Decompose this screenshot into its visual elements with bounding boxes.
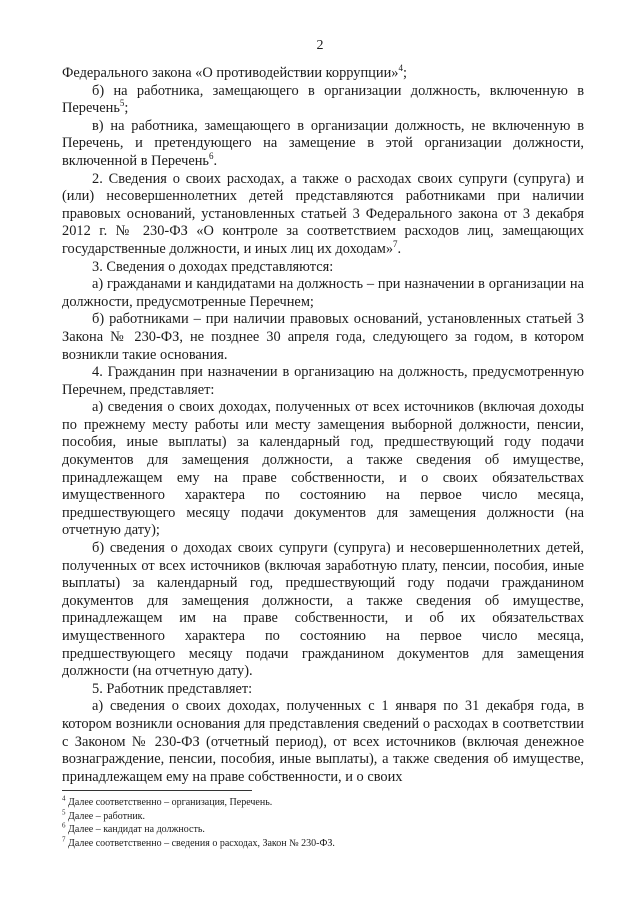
paragraph-3: 3. Сведения о доходах представляются:	[92, 258, 334, 275]
paragraph-3a: а) гражданами и кандидатами на должность – при назначении в организации на должности, предусмотренные Перечнем;	[62, 276, 584, 310]
footnote-4: $^4$ Далее соответственно – организация, Перечень.	[62, 794, 273, 808]
footnote-divider	[62, 790, 252, 791]
footnote-7: $^7$ Далее соответственно – сведения о расходах, Закон № 230-ФЗ.	[62, 835, 335, 849]
paragraph-5: 5. Работник представляет:	[92, 680, 253, 697]
footnote-ref: 7	[393, 239, 398, 250]
paragraph-4a: а) сведения о своих доходах, полученных от всех источников (включая доходы по прежнему месту работы или месту замещения выборной должности, пенсии, пособия, иные выплаты) за календарный год, предшествующий году подачи документов для замещения должности, а также сведения об имуществе, принадлежащем ему на праве собственности, и о своих обязательствах имущественного характера по состоянию на первое число месяца, предшествующего месяцу подачи документов для замещения должности (на отчетную дату);	[62, 399, 584, 539]
paragraph-1b: б) на работника, замещающего в организации должность, включенную в Перечень$^5$;	[62, 82, 584, 117]
paragraph-2: 2. Сведения о своих расходах, а также о расходах своих супруги (супруга) и (или) несовершеннолетних детей представляются работниками при наличии правовых оснований, установленных статьей 3 Федерального закона от 3 декабря 2012 г. № 230-ФЗ «О контроле за соответствием расходов лиц, замещающих государственные должности, и иных лиц их доходам»$^7$.	[62, 170, 584, 257]
footnote-6: $^6$ Далее – кандидат на должность.	[62, 821, 205, 836]
page-number: 2	[316, 38, 324, 53]
footnote-ref: 4	[398, 63, 403, 74]
paragraph-5a: а) сведения о своих доходах, полученных с 1 января по 31 декабря года, в котором возникли основания для представления сведений о расходах в соответствии с Законом № 230-ФЗ (отчетный период), от всех источников (включая денежное вознаграждение, пенсии, пособия, иные выплаты), а также сведения об имуществе, принадлежащем ему на праве собственности, и о своих	[62, 698, 584, 785]
document-body	[62, 65, 584, 786]
paragraph-continuation: Федерального закона «О противодействии коррупции»$^4$;	[62, 63, 407, 81]
footnote-5: $^5$ Далее – работник.	[62, 808, 146, 822]
footnote-ref: 6	[208, 151, 214, 162]
footnotes	[62, 796, 582, 850]
paragraph-4b: б) сведения о доходах своих супруги (супруга) и несовершеннолетних детей, полученных от всех источников (включая заработную плату, пенсии, пособия, иные выплаты) за календарный год, предшествующий году подачи гражданином документов для замещения должности, а также сведения об имуществе, принадлежащем им на праве собственности, и об их обязательствах имущественного характера по состоянию на первое число месяца, предшествующего месяцу подачи гражданином документов для замещения должности (на отчетную дату).	[62, 540, 584, 680]
footnote-ref: 5	[119, 98, 125, 109]
paragraph-3b: б) работниками – при наличии правовых оснований, установленных статьей 3 Закона № 230-ФЗ, не позднее 30 апреля года, следующего за годом, в котором возникли такие основания.	[62, 311, 584, 363]
paragraph-1c: в) на работника, замещающего в организации должность, не включенную в Перечень, и претендующего на замещение в этой организации должности, включенной в Перечень$^6$.	[62, 117, 584, 169]
paragraph-4: 4. Гражданин при назначении в организацию на должность, предусмотренную Перечнем, представляет:	[62, 364, 584, 398]
